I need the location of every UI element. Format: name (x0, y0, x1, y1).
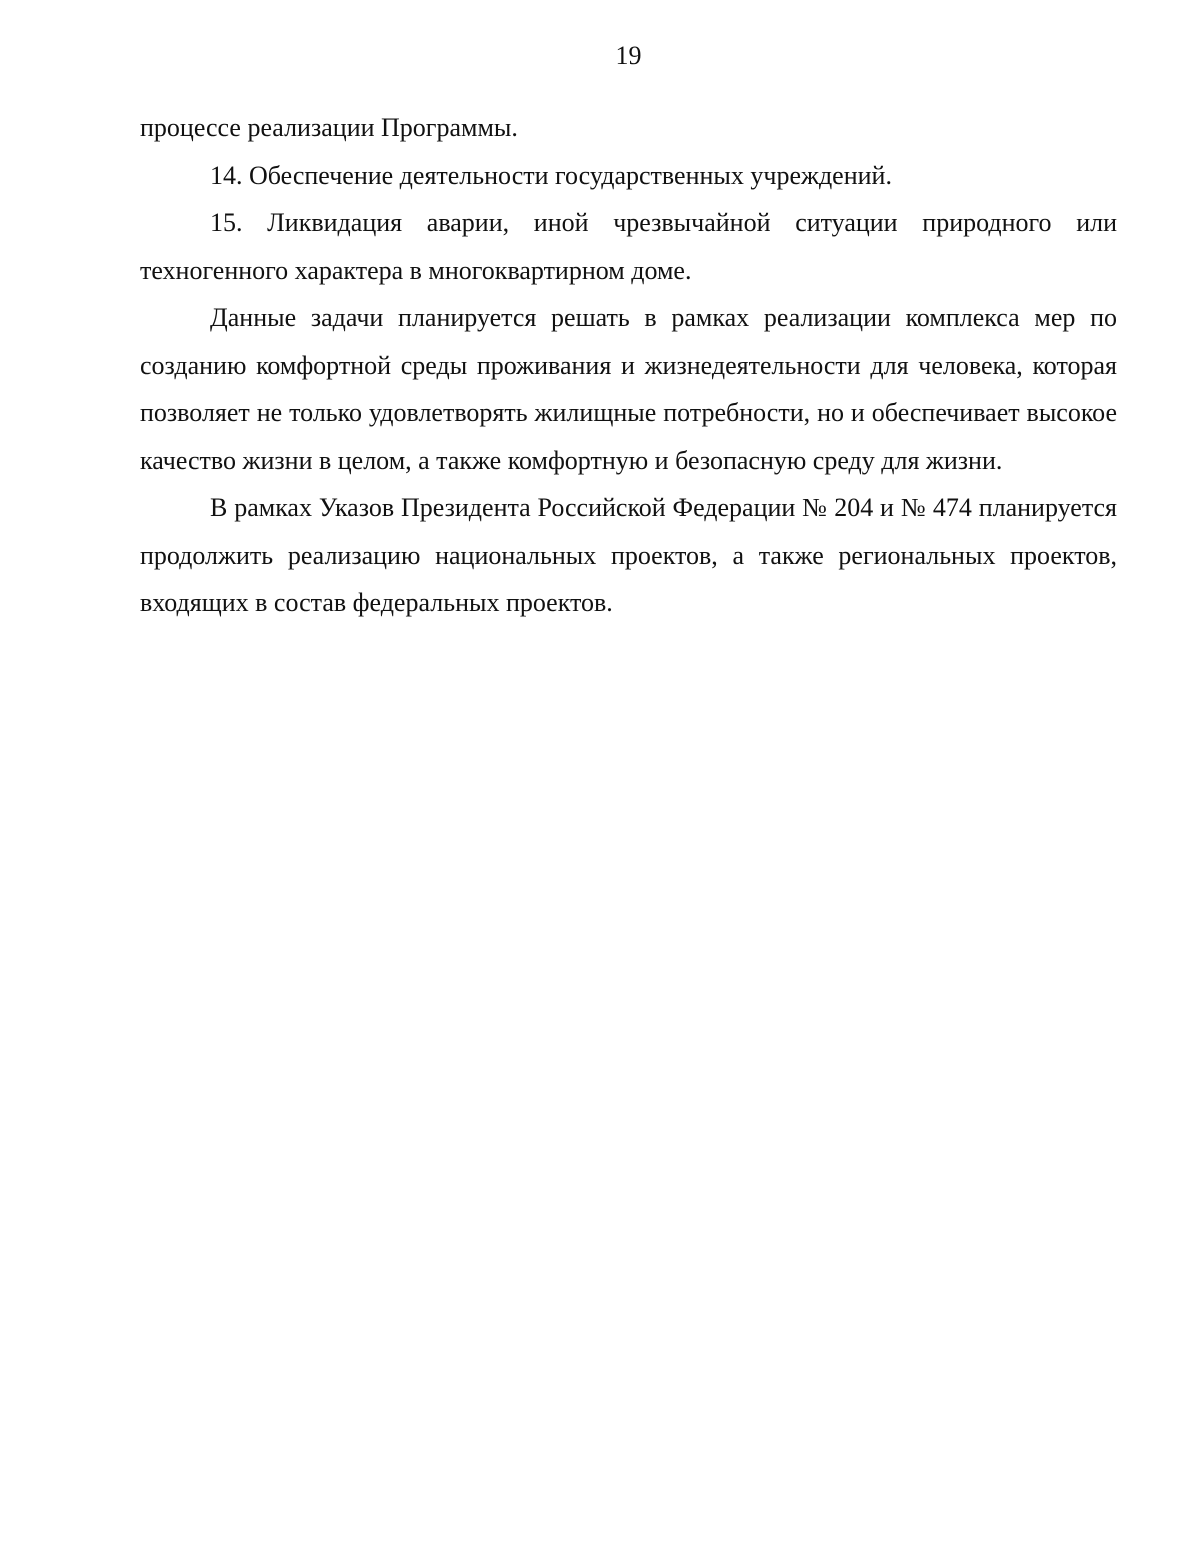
document-body (140, 104, 1117, 627)
paragraph-tasks: Данные задачи планируется решать в рамках реализации комплекса мер по созданию комфортной среды проживания и жизнедеятельности для человека, которая позволяет не только удовлетворять жилищные потребности, но и обеспечивает высокое качество жизни в целом, а также комфортную и безопасную среду для жизни. (140, 303, 1117, 475)
paragraph-decrees: В рамках Указов Президента Российской Федерации № 204 и № 474 планируется продолжить реализацию национальных проектов, а также региональных проектов, входящих в состав федеральных проектов. (140, 493, 1117, 617)
page-number: 19 (615, 41, 642, 70)
paragraph-item-15: 15. Ликвидация аварии, иной чрезвычайной ситуации природного или техногенного характера в многоквартирном доме. (140, 208, 1117, 285)
paragraph-item-14: 14. Обеспечение деятельности государственных учреждений. (210, 160, 892, 190)
paragraph-continuation: процессе реализации Программы. (140, 113, 518, 142)
